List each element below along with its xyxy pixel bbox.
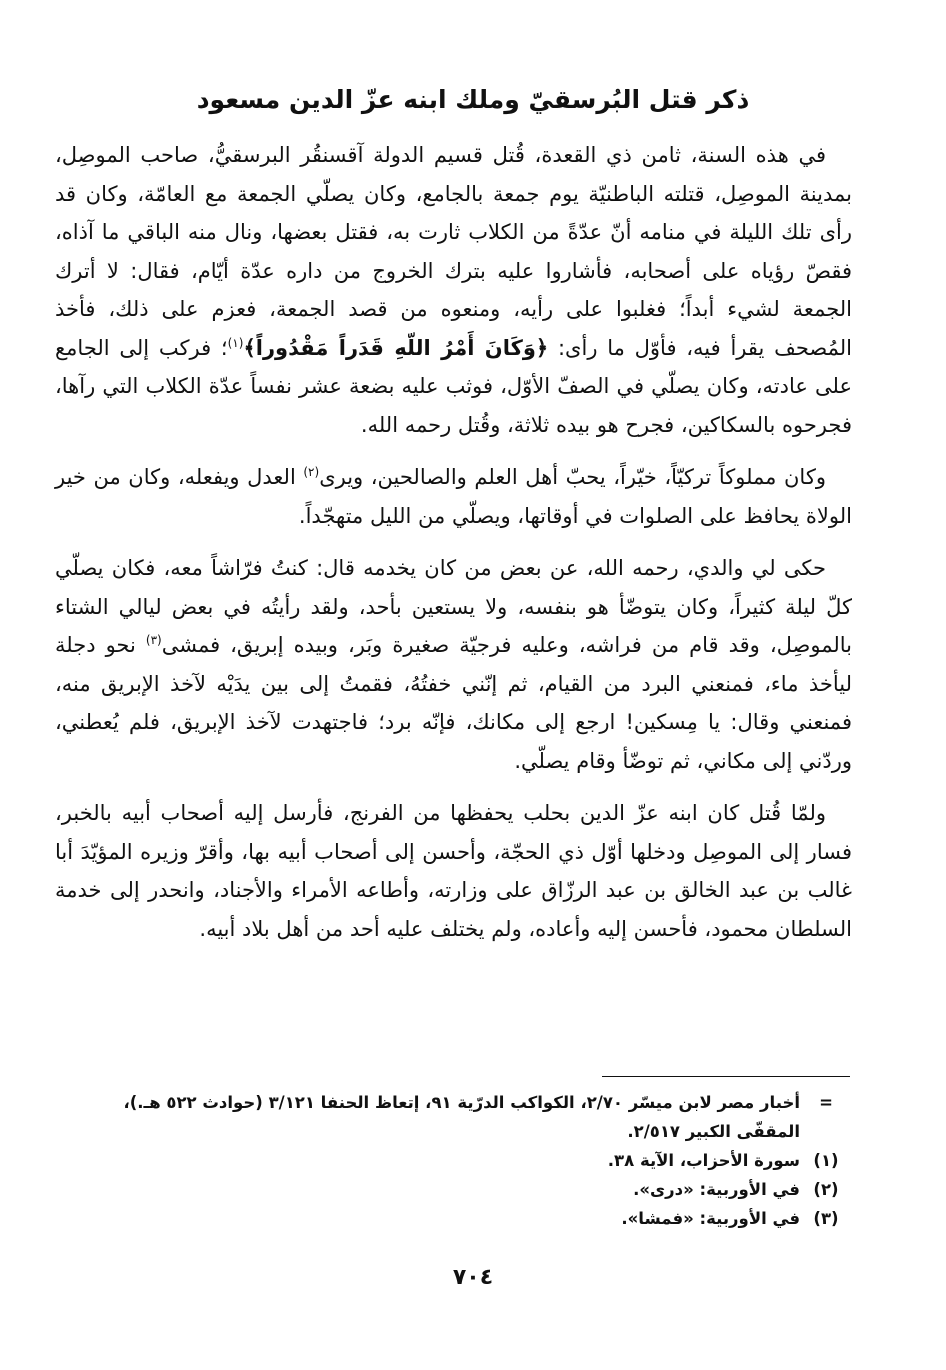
- footnote-marker: (١): [813, 1151, 839, 1170]
- paragraph-1-text-b: ؛ فركب إلى الجامع على عادته، وكان يصلّي في الصفّ الأوّل، فوثب عليه بضعة عشر نفساً عدّة الكلاب التي رآها، فجرحوه بالسكاكين، فجرح هو بيده ثلاثة، وقُتل رحمه الله.: [55, 335, 852, 437]
- footnote-item: [55, 1175, 852, 1204]
- paragraph-1: [55, 136, 852, 444]
- paragraph-3-text-a: حكى لي والدي، رحمه الله، عن بعض من كان يخدمه قال: كنتُ فرّاشاً معه، فكان يصلّي كلّ ليلة كثيراً، وكان يتوضّأ هو بنفسه، ولا يستعين بأحد، ولقد رأيتُه في بعض ليالي الشتاء بالموصِل، وقد قام من فراشه، وعليه فرجيّة صغيرة وبَر، وبيده إبريق، فمشى: [55, 556, 852, 657]
- footnote-text: في الأوربية: «فمشا».: [621, 1209, 800, 1228]
- footnote-item: [55, 1146, 852, 1175]
- quran-verse: ﴿وَكَانَ أَمْرُ اللّهِ قَدَراً مَقْدُوراً﴾: [243, 335, 549, 360]
- footnote-item: [55, 1088, 852, 1146]
- main-text: [55, 136, 852, 962]
- footnotes: [55, 1088, 852, 1233]
- footnote-marker: (٢): [813, 1180, 839, 1199]
- page-number: ٧٠٤: [452, 1265, 494, 1290]
- footnote-item: [55, 1204, 852, 1233]
- paragraph-2-text-a: وكان مملوكاً تركيّاً، خيّراً، يحبّ أهل العلم والصالحين، ويرى: [319, 465, 826, 489]
- paragraph-4: ولمّا قُتل كان ابنه عزّ الدين بحلب يحفظها من الفرنج، فأرسل إليه أصحاب أبيه بالخبر، فسار إلى الموصِل ودخلها أوّل ذي الحجّة، وأحسن إلى أصحاب أبيه بها، وأقرّ وزيره المؤيّدَ أبا غالب بن عبد الخالق بن عبد الرزّاق على وزارته، وأطاعه الأمراء والأجناد، وانحدر إلى خدمة السلطان محمود، فأحسن إليه وأعاده، ولم يختلف عليه أحد من أهل بلاد أبيه.: [55, 801, 852, 941]
- footnote-ref-1[interactable]: (١): [227, 335, 244, 350]
- footnote-ref-2[interactable]: (٢): [303, 465, 320, 479]
- footnote-marker: =: [819, 1093, 833, 1112]
- paragraph-1-text-a: في هذه السنة، ثامن ذي القعدة، قُتل قسيم الدولة آقسنقُر البرسقيُّ، صاحب الموصِل، بمدينة الموصِل، قتلته الباطنيّة يوم جمعة بالجامع، وكان يصلّي الجمعة مع العامّة، وكان قد رأى تلك الليلة في منامه أنّ عدّةً من الكلاب ثارت به، فقتل بعضها، ونال منه الباقي ما آذاه، فقصّ رؤياه على أصحابه، فأشاروا عليه بترك الخروج من داره عدّة أيّام، فقال: لا أترك الجمعة لشيء أبداً؛ فغلبوا على رأيه، ومنعوه من قصد الجمعة، فعزم على ذلك، فأخذ المُصحف يقرأ فيه، فأوّل ما رأى:: [55, 143, 853, 360]
- footnote-divider: [602, 1076, 850, 1077]
- paragraph-2: [55, 458, 852, 535]
- footnote-ref-3[interactable]: (٣): [145, 633, 162, 647]
- footnote-text: سورة الأحزاب، الآية ٣٨.: [607, 1151, 800, 1170]
- paragraph-3-text-b: نحو دجلة ليأخذ ماء، فمنعني البرد من القيام، ثم إنّني خفتُهُ، فقمتُ إلى بين يدَيْه لآخذ الإبريق منه، فمنعني وقال: يا مِسكين! ارجع إلى مكانك، فإنّه برد؛ فاجتهدت لآخذ الإبريق، فلم يُعطني، وردّني إلى مكاني، ثم توضّأ وقام يصلّي.: [55, 633, 852, 773]
- footnote-text: أخبار مصر لابن ميسّر ٢/٧٠، الكواكب الدرّية ٩١، إتعاظ الحنفا ٣/١٢١ (حوادث ٥٢٢ هـ.)، المقفّى الكبير ٢/٥١٧.: [123, 1093, 800, 1141]
- footnote-marker: (٣): [813, 1209, 839, 1228]
- section-title: ذكر قتل البُرسقيّ وملك ابنه عزّ الدين مسعود: [196, 85, 750, 114]
- footnote-text: في الأوربية: «درى».: [633, 1180, 800, 1199]
- paragraph-3: [55, 549, 852, 780]
- paragraph-2-text-b: العدل ويفعله، وكان من خير الولاة يحافظ على الصلوات في أوقاتها، ويصلّي من الليل متهجّداً.: [55, 465, 852, 528]
